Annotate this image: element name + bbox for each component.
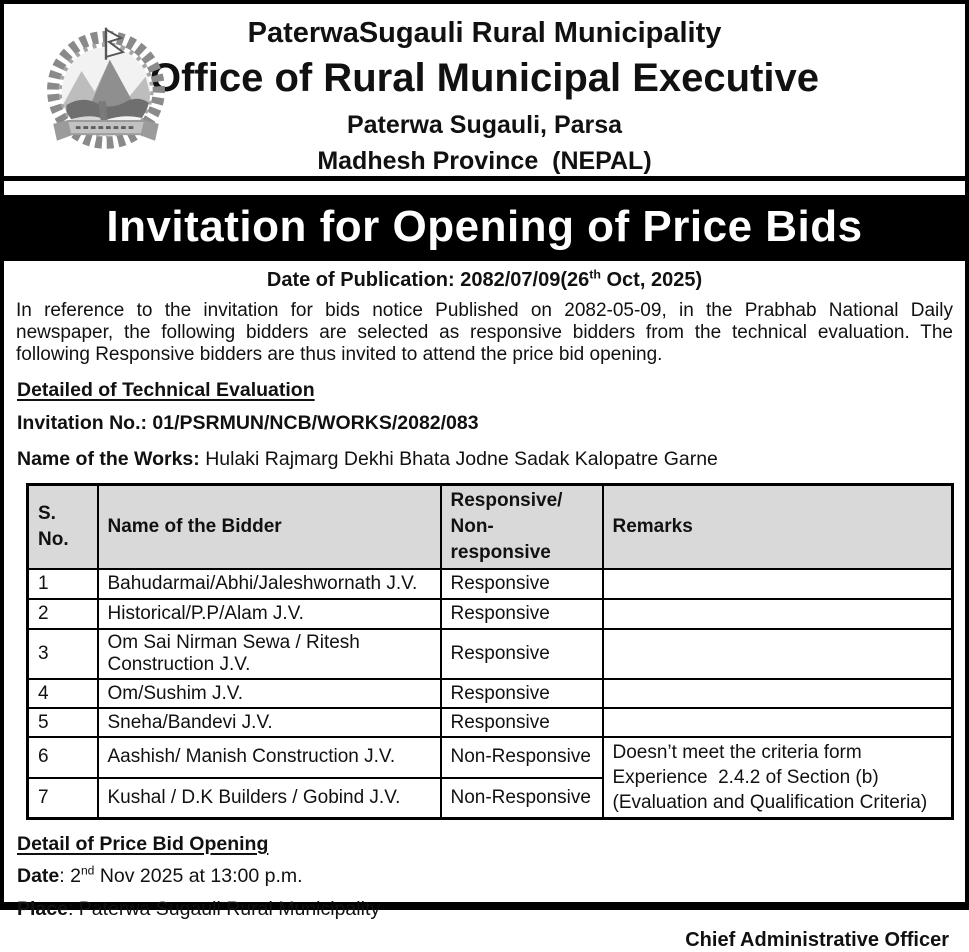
col-header-status-line1: Responsive/ <box>450 490 563 511</box>
cell-remarks <box>603 629 953 679</box>
col-header-bidder: Name of the Bidder <box>98 485 441 570</box>
technical-evaluation-heading: Detailed of Technical Evaluation <box>17 379 315 401</box>
cell-remarks <box>603 679 953 708</box>
cell-sno: 3 <box>28 629 98 679</box>
cell-status: Responsive <box>441 629 603 679</box>
cell-status: Responsive <box>441 708 603 737</box>
ordinal-suffix: nd <box>80 863 95 878</box>
cell-sno: 2 <box>28 599 98 629</box>
col-header-status-line2: Non-responsive <box>450 516 551 563</box>
cell-status: Non-Responsive <box>441 778 603 819</box>
table-header-row <box>28 485 953 570</box>
letterhead <box>4 4 965 181</box>
opening-place-line <box>17 897 965 922</box>
cell-bidder: Aashish/ Manish Construction J.V. <box>98 737 441 778</box>
office-name: Office of Rural Municipal Executive <box>149 56 820 100</box>
table-row <box>28 569 953 599</box>
address-line: Paterwa Sugauli, Parsa <box>346 111 623 139</box>
municipality-name: PaterwaSugauli Rural Municipality <box>247 17 722 49</box>
table-row <box>28 629 953 679</box>
invitation-number-value: 01/PSRMUN/NCB/WORKS/2082/083 <box>152 412 479 434</box>
opening-date-label: Date <box>17 865 60 887</box>
table-row <box>28 708 953 737</box>
cell-bidder: Sneha/Bandevi J.V. <box>98 708 441 737</box>
cell-status: Responsive <box>441 599 603 629</box>
publication-date <box>4 269 965 292</box>
col-header-remarks: Remarks <box>603 485 953 570</box>
invitation-number-label: Invitation No.: <box>17 412 153 434</box>
opening-date-pre: : 2 <box>59 865 81 887</box>
cell-bidder: Bahudarmai/Abhi/Jaleshwornath J.V. <box>98 569 441 599</box>
ordinal-suffix: th <box>589 267 601 282</box>
price-bid-opening-heading: Detail of Price Bid Opening <box>17 833 269 855</box>
table-row <box>28 679 953 708</box>
works-name-label: Name of the Works: <box>17 448 206 470</box>
cell-bidder: Historical/P.P/Alam J.V. <box>98 599 441 629</box>
cell-sno: 7 <box>28 778 98 819</box>
col-header-sno: S. No. <box>28 485 98 570</box>
cell-remarks <box>603 569 953 599</box>
cell-remarks <box>603 708 953 737</box>
cell-bidder: Om Sai Nirman Sewa / Ritesh Construction J.V. <box>98 629 441 679</box>
cell-status: Responsive <box>441 679 603 708</box>
cell-remarks-merged: Doesn’t meet the criteria form Experience 2.4.2 of Section (b) (Evaluation and Qualification Criteria) <box>603 737 953 819</box>
cell-sno: 1 <box>28 569 98 599</box>
cell-status: Non-Responsive <box>441 737 603 778</box>
province-line: Madhesh Province (NEPAL) <box>317 147 652 175</box>
opening-date-post: Nov 2025 at 13:00 p.m. <box>94 865 303 887</box>
works-name-line <box>17 447 965 472</box>
invitation-number-line <box>17 411 965 436</box>
cell-sno: 5 <box>28 708 98 737</box>
cell-bidder: Kushal / D.K Builders / Gobind J.V. <box>98 778 441 819</box>
publication-date-tail: Oct, 2025) <box>600 269 703 291</box>
bidders-table <box>26 483 954 820</box>
cell-bidder: Om/Sushim J.V. <box>98 679 441 708</box>
publication-date-text: Date of Publication: 2082/07/09(26 <box>266 269 590 291</box>
intro-paragraph: In reference to the invitation for bids notice Published on 2082-05-09, in the Prabhab National Daily newspaper, the following bidders are selected as responsive bidders from the technical evaluation. The following Responsive bidders are thus invited to attend the price bid opening. <box>16 300 964 365</box>
nepal-emblem-icon <box>40 18 172 158</box>
table-row <box>28 737 953 778</box>
notice-title-banner: Invitation for Opening of Price Bids <box>4 195 965 261</box>
opening-place-label: Place <box>17 898 68 920</box>
cell-sno: 4 <box>28 679 98 708</box>
cell-status: Responsive <box>441 569 603 599</box>
col-header-status <box>441 485 603 570</box>
cell-remarks <box>603 599 953 629</box>
opening-date-line <box>17 864 965 889</box>
works-name-value: Hulaki Rajmarg Dekhi Bhata Jodne Sadak Kalopatre Garne <box>205 448 718 470</box>
signature-title: Chief Administrative Officer <box>685 929 949 951</box>
emblem-ribbon <box>53 120 159 141</box>
table-row <box>28 599 953 629</box>
cell-sno: 6 <box>28 737 98 778</box>
opening-place-value: : Paterwa Sugauli Rural Municipality <box>67 898 381 920</box>
